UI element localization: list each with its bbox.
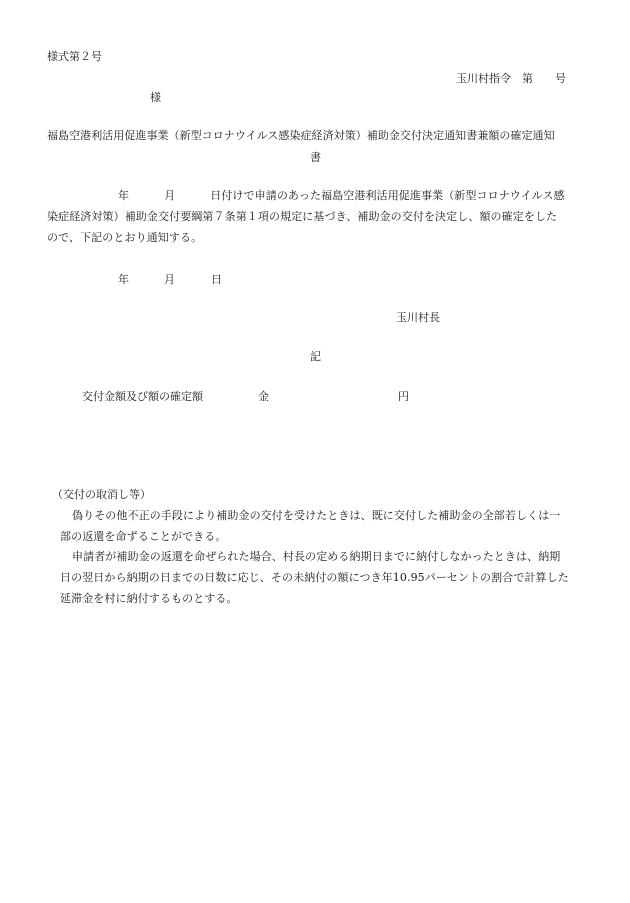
- document-number: 玉川村指令 第 号: [456, 72, 566, 85]
- body-year-label: 年: [118, 189, 130, 202]
- addressee-suffix: 様: [150, 91, 161, 104]
- body-line-1: [47, 190, 565, 201]
- amount-label: 交付金額及び額の確定額: [82, 390, 203, 403]
- issuer-name: 玉川村長: [396, 311, 440, 324]
- notes-line-4: 日の翌日から納期の日までの日数に応じ、その未納付の額につき年10.95パーセントの割合で計算した: [60, 571, 569, 584]
- notes-line-2: 部の返還を命ずることができる。: [60, 530, 227, 543]
- amount-kin-label: 金: [258, 390, 269, 403]
- body-month-label: 月: [164, 189, 176, 202]
- body-line-2: 染症経済対策）補助金交付要綱第７条第１項の規定に基づき、補助金の交付を決定し、額の確定をした: [47, 210, 558, 223]
- notes-line-5: 延滞金を村に納付するものとする。: [60, 592, 238, 605]
- notes-heading: （交付の取消し等）: [52, 488, 151, 501]
- date-year-label: 年: [118, 273, 129, 286]
- document-title-line2: 書: [310, 151, 321, 164]
- date-month-label: 月: [164, 273, 175, 286]
- document-title-line1: 福島空港利活用促進事業（新型コロナウイルス感染症経済対策）補助金交付決定通知書兼額の確定通知: [47, 129, 555, 142]
- date-day-label: 日: [211, 273, 222, 286]
- notes-line-1: 偽りその他不正の手段により補助金の交付を受けたときは、既に交付した補助金の全部若しくは一: [72, 509, 561, 522]
- body-line-3: ので、下記のとおり通知する。: [47, 231, 203, 244]
- form-number: 様式第２号: [47, 50, 102, 63]
- ki-heading: 記: [310, 350, 321, 363]
- body-line-1-text: 日付けで申請のあった福島空港利活用促進事業（新型コロナウイルス感: [210, 189, 565, 202]
- notes-line-3: 申請者が補助金の返還を命ぜられた場合、村長の定める納期日までに納付しなかったときは、納期: [72, 550, 561, 563]
- amount-yen-label: 円: [398, 390, 409, 403]
